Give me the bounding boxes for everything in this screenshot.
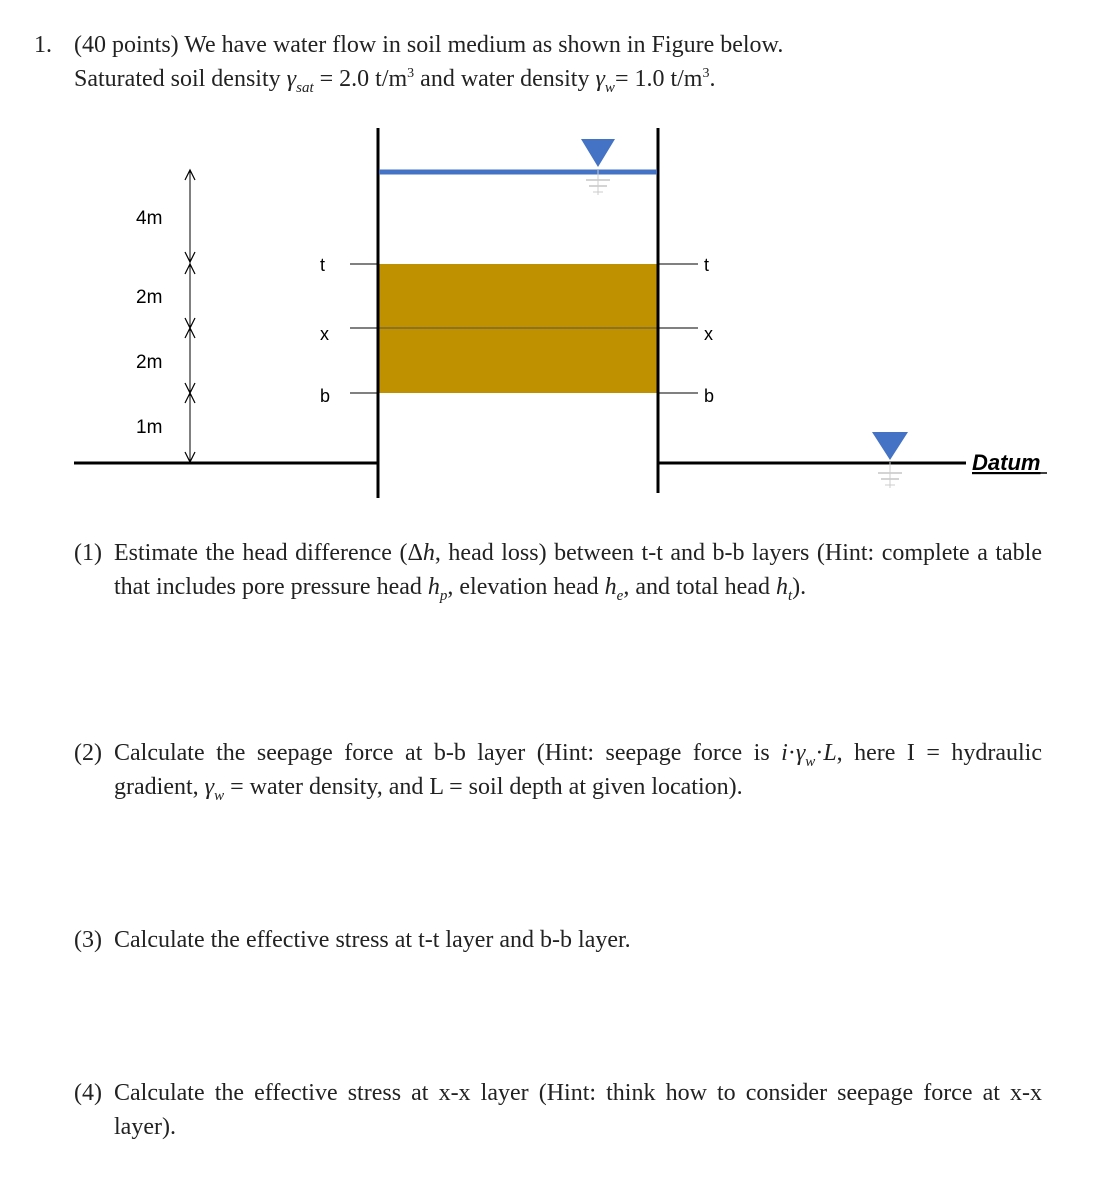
question-text: Calculate the effective stress at x-x layer (Hint: think how to consider seepage force at x-x layer). (114, 1080, 1042, 1140)
layer-label-b-right: b (704, 386, 715, 406)
dim-label-1m: 1m (136, 417, 163, 438)
layer-label-x-right: x (704, 324, 713, 344)
problem-points: (40 points) (74, 32, 179, 58)
layer-label-x-left: x (320, 324, 329, 344)
question-number: (3) (74, 927, 102, 953)
problem-statement-line1: We have water flow in soil medium as shown in Figure below. (184, 32, 784, 58)
water-table-marker-top (581, 139, 615, 167)
datum-label: Datum (972, 450, 1041, 475)
question-text: Calculate the seepage force at b-b layer (Hint: seepage force is $i\cdot\gamma_w\cdot L$, here I = hydraulic gradient, $\gamma_w$ = water density, and L = soil depth at given location). (114, 740, 1042, 804)
dim-label-2m-lower: 2m (136, 352, 163, 373)
question-text: Calculate the effective stress at t-t layer and b-b layer. (114, 927, 631, 953)
dim-label-2m-upper: 2m (136, 287, 163, 308)
layer-label-t-left: t (320, 255, 326, 275)
gamma-symbol: γ (286, 66, 297, 92)
question-4 (74, 1076, 1042, 1144)
water-table-marker-datum (872, 432, 908, 460)
question-1 (74, 536, 1042, 604)
question-3 (74, 923, 1042, 957)
dim-label-4m: 4m (136, 208, 163, 229)
seepage-figure (0, 0, 1107, 520)
problem-statement-line2: Saturated soil density $\gamma_{sat} = 2.0$ $t/m^3$ and water density $\gamma_w= 1.0$ $t/m^3$. (74, 66, 716, 96)
problem-number: 1. (34, 32, 52, 58)
question-number: (1) (74, 540, 102, 566)
question-2 (74, 736, 1042, 804)
question-number: (4) (74, 1080, 102, 1106)
gamma-symbol: γ (595, 66, 605, 92)
layer-label-b-left: b (320, 386, 331, 406)
layer-label-t-right: t (704, 255, 710, 275)
question-number: (2) (74, 740, 102, 766)
question-text: Estimate the head difference (Δh, head loss) between t-t and b-b layers (Hint: complete a table that includes pore pressure head $h_p$, elevation head $h_e$, and total head $h_t$). (114, 540, 1042, 604)
